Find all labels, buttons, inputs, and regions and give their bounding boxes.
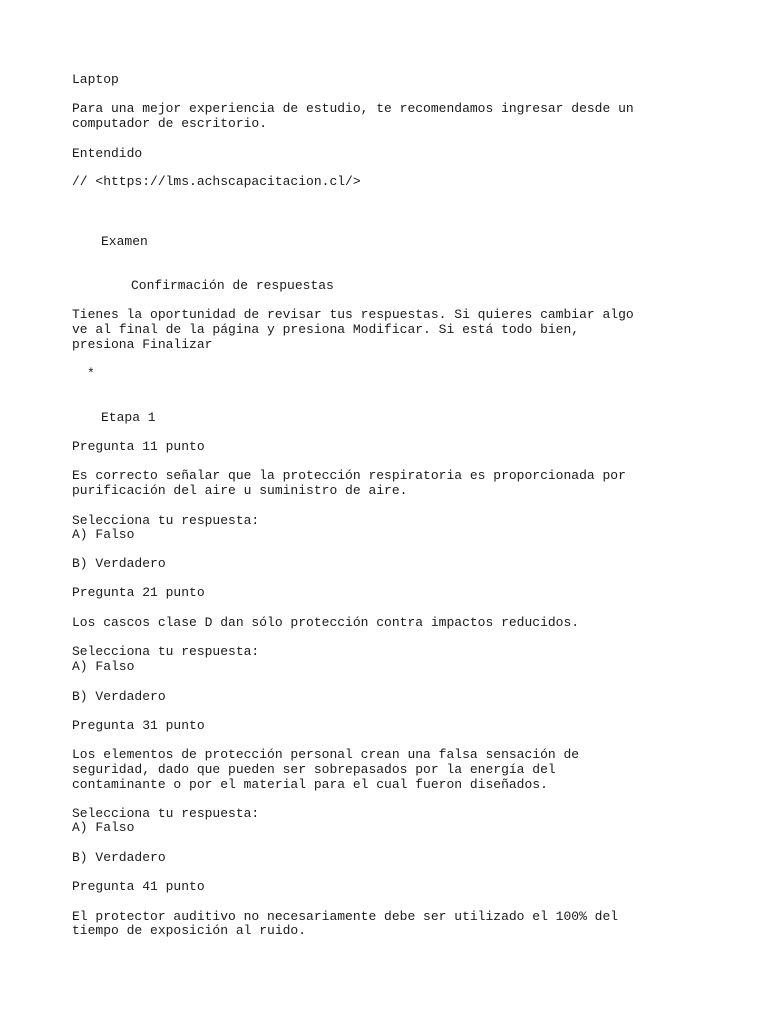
stage-label: Etapa 1 xyxy=(101,410,156,425)
laptop-icon-label: Laptop xyxy=(72,72,119,87)
confirmation-intro-line1: Tienes la oportunidad de revisar tus respuestas. Si quieres cambiar algo xyxy=(72,307,634,322)
question-2-option-a[interactable]: A) Falso xyxy=(72,659,135,674)
question-1-option-b[interactable]: B) Verdadero xyxy=(72,556,166,571)
confirmation-intro-line2: ve al final de la página y presiona Modificar. Si está todo bien, xyxy=(72,322,580,337)
question-1-option-a[interactable]: A) Falso xyxy=(72,527,135,542)
home-link[interactable]: // <https://lms.achscapacitacion.cl/> xyxy=(72,174,361,189)
device-notice-message-line2: computador de escritorio. xyxy=(72,116,268,131)
question-1-select-prompt: Selecciona tu respuesta: xyxy=(72,513,260,528)
question-3-text-line1: Los elementos de protección personal crean una falsa sensación de xyxy=(72,747,580,762)
device-notice-message-line1: Para una mejor experiencia de estudio, te recomendamos ingresar desde un xyxy=(72,101,634,116)
question-4-header: Pregunta 41 punto xyxy=(72,879,205,894)
question-4-text-line2: tiempo de exposición al ruido. xyxy=(72,923,307,938)
question-3-select-prompt: Selecciona tu respuesta: xyxy=(72,806,260,821)
list-bullet: * xyxy=(87,366,95,381)
question-2-option-b[interactable]: B) Verdadero xyxy=(72,689,166,704)
question-2-text-line1: Los cascos clase D dan sólo protección contra impactos reducidos. xyxy=(72,615,580,630)
question-2-select-prompt: Selecciona tu respuesta: xyxy=(72,644,260,659)
question-3-header: Pregunta 31 punto xyxy=(72,718,205,733)
question-1-header: Pregunta 11 punto xyxy=(72,439,205,454)
question-3-option-b[interactable]: B) Verdadero xyxy=(72,850,166,865)
confirmation-title: Confirmación de respuestas xyxy=(131,278,334,293)
question-3-text-line3: contaminante o por el material para el cual fueron diseñados. xyxy=(72,777,548,792)
confirmation-intro-line3: presiona Finalizar xyxy=(72,337,213,352)
question-3-text-line2: seguridad, dado que pueden ser sobrepasados por la energía del xyxy=(72,762,556,777)
question-2-header: Pregunta 21 punto xyxy=(72,585,205,600)
page-title: Examen xyxy=(101,234,148,249)
question-1-text-line1: Es correcto señalar que la protección respiratoria es proporcionada por xyxy=(72,468,626,483)
question-1-text-line2: purificación del aire u suministro de aire. xyxy=(72,483,408,498)
dismiss-notice-button[interactable]: Entendido xyxy=(72,146,143,161)
question-3-option-a[interactable]: A) Falso xyxy=(72,820,135,835)
question-4-text-line1: El protector auditivo no necesariamente debe ser utilizado el 100% del xyxy=(72,909,619,924)
